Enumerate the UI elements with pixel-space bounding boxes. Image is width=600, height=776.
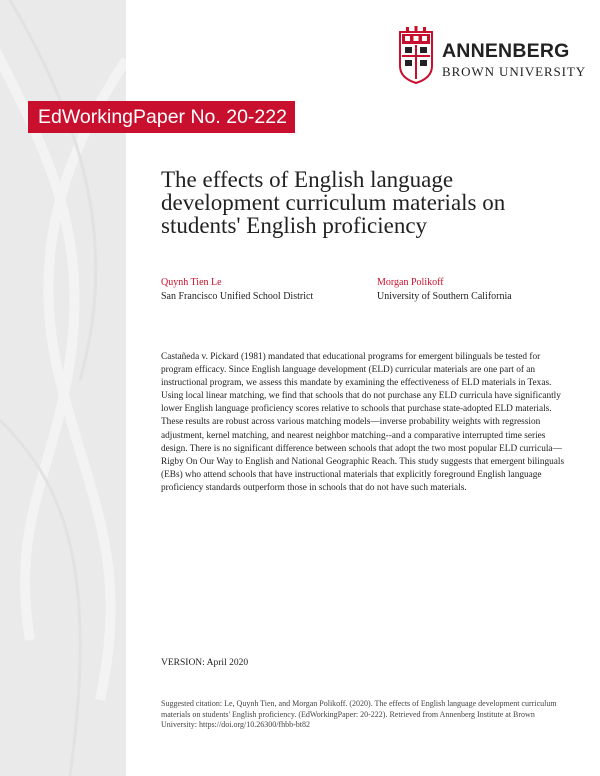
logo-name: ANNENBERG — [442, 40, 570, 62]
annenberg-brown-logo — [398, 26, 587, 84]
author-block — [161, 276, 313, 304]
author-block — [377, 276, 512, 304]
logo-university: BROWN UNIVERSITY — [442, 64, 587, 79]
author-name: Quynh Tien Le — [161, 277, 222, 288]
suggested-citation: Suggested citation: Le, Quynh Tien, and Morgan Polikoff. (2020). The effects of English language development curriculum materials on students' English proficiency. (EdWorkingPaper: 20-222). Retrieved from Annenberg Institute at Brown University: https://doi.org/10.26300/fhbb-bt82 — [161, 699, 557, 729]
paper-title: The effects of English language development curriculum materials on students' English proficiency — [161, 167, 506, 238]
author-name: Morgan Polikoff — [377, 277, 444, 288]
brown-shield-icon — [398, 26, 434, 84]
author-affiliation: University of Southern California — [377, 291, 512, 302]
abstract: Castañeda v. Pickard (1981) mandated that educational programs for emergent bilinguals be tested for program efficacy. Since English language development (ELD) curricular materials are one part of an instructional program, we assess this mandate by examining the effectiveness of ELD materials in Texas. Using local linear matching, we find that schools that do not purchase any ELD curricula have significantly lower English language proficiency scores relative to schools that purchase state-adopted ELD materials. These results are robust across various matching models—inverse probability weights with regression adjustment, kernel matching, and nearest neighbor matching--and a comparative interrupted time series design. There is no significant difference between schools that adopt the two most popular ELD curricula—Rigby On Our Way to English and National Geographic Reach. This study suggests that emergent bilinguals (EBs) who attend schools that have instructional materials that explicitly foreground English language proficiency standards outperform those in schools that do not have such materials. — [161, 352, 565, 493]
series-banner: EdWorkingPaper No. 20-222 — [28, 101, 295, 133]
author-affiliation: San Francisco Unified School District — [161, 291, 314, 302]
version-line: VERSION: April 2020 — [161, 658, 249, 668]
